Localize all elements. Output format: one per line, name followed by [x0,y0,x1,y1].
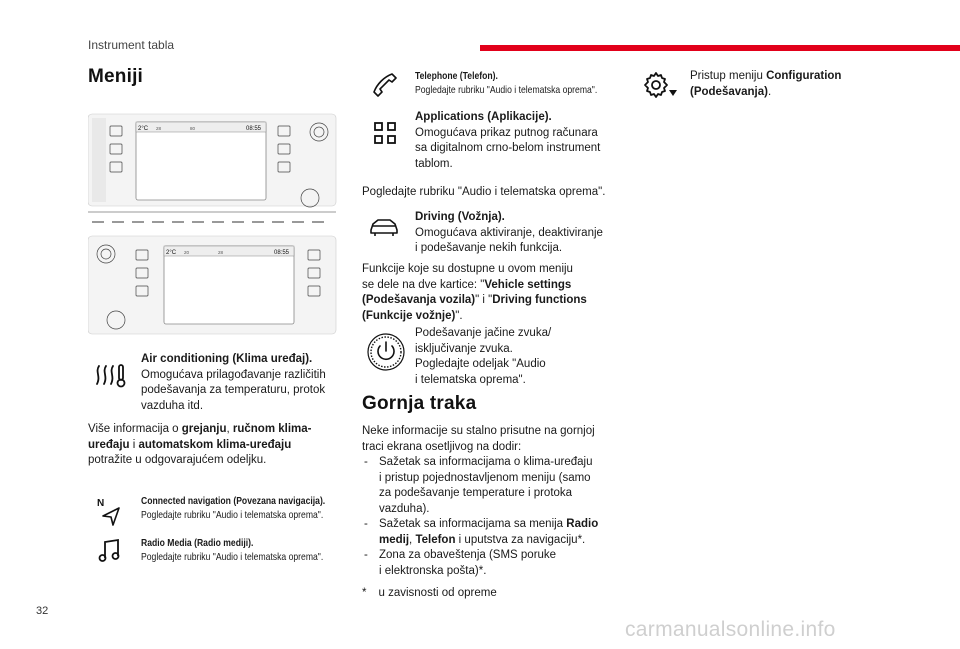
configuration-text: Pristup meniju Configuration (Podešavanja). [690,70,842,98]
driving-note: Funkcije koje su dostupne u ovom meniju se dele na dve kartice: "Vehicle settings (Podešavanja vozila)" i "Driving functions (Funkcije vožnje)". [362,263,587,322]
applications-line-1: Omogućava prikaz putnog računara [415,126,598,139]
volume-line-4: i telematska oprema". [415,373,526,386]
air-conditioning-icon [93,362,127,388]
applications-note: Pogledajte rubriku "Audio i telematska oprema". [362,186,606,198]
air-conditioning-line-1: Omogućava prilagođavanje različitih [141,368,326,381]
list-item: - Sažetak sa informacijama sa menija Radio medij, Telefon i uputstva za navigaciju*. [362,517,637,548]
telephone-icon [372,72,398,98]
driving-line-2: i podešavanje nekih funkcija. [415,242,563,254]
settings-gear-icon [642,70,678,102]
heating-note: Više informacija o grejanju, ručnom klima- uređaju i automatskom klima-uređaju potražite u odgovarajućem odeljku. [88,423,312,466]
footnote: * u zavisnosti od opreme [362,587,497,599]
top-bar-heading: Gornja traka [362,393,477,414]
air-conditioning-line-2: podešavanja za temperaturu, protok [141,384,326,396]
bottom-screen-clock: 08:55 [274,250,290,256]
telephone-title: Telephone (Telefon). [415,70,498,82]
air-conditioning-line-3: vazduha itd. [141,399,204,412]
applications-line-2: sa digitalnom crno-belom instrument [415,142,601,154]
telephone-body: Pogledajte rubriku "Audio i telematska oprema". [415,84,598,96]
music-note-icon [98,538,122,564]
connected-navigation-body: Pogledajte rubriku "Audio i telematska oprema". [141,509,324,521]
list-item: - Zona za obaveštenja (SMS poruke i elektronska pošta)*. [362,548,637,579]
air-conditioning-title: Air conditioning (Klima uređaj). [141,353,313,365]
bottom-screen-volume: 28 [218,250,224,255]
radio-media-body: Pogledajte rubriku "Audio i telematska oprema". [141,551,324,563]
volume-line-2: isključivanje zvuka. [415,342,513,355]
dashboard-illustration [88,112,340,340]
top-dashboard [88,114,336,222]
radio-media-title: Radio Media (Radio mediji). [141,537,254,549]
car-icon [369,217,399,237]
applications-title: Applications (Aplikacije). [415,111,552,123]
section-title: Instrument tabla [88,38,175,52]
section-color-bar [480,45,960,51]
applications-line-3: tablom. [415,157,453,170]
bottom-screen-fan: 20 [184,250,190,255]
applications-grid-icon [373,121,397,145]
list-item: - Sažetak sa informacijama o klima-uređaju i pristup pojednostavljenom meniju (samo za podešavanje temperature i protoka vazduha). [362,455,637,517]
power-volume-knob-icon [366,332,406,372]
top-bar-list [362,455,637,579]
top-bar-intro: Neke informacije su stalno prisutne na gornjoj traci ekrana osetljivog na dodir: [362,425,595,453]
watermark: carmanualsonline.info [625,618,836,641]
bottom-dashboard [88,236,336,334]
navigation-icon [97,496,123,526]
driving-title: Driving (Vožnja). [415,211,505,223]
top-screen-clock: 08:55 [246,126,262,132]
volume-line-3: Pogledajte odeljak "Audio [415,358,546,370]
bottom-screen-temp: 2°C [166,250,177,256]
driving-line-1: Omogućava aktiviranje, deaktiviranje [415,226,603,239]
top-screen-temp: 2°C [138,126,149,132]
connected-navigation-title: Connected navigation (Povezana navigacija). [141,495,326,507]
top-screen-volume: 80 [190,126,196,131]
menus-heading: Meniji [88,66,144,87]
top-screen-fan: 28 [156,126,162,131]
svg-text:N: N [97,498,105,509]
page-number: 32 [36,605,49,617]
volume-line-1: Podešavanje jačine zvuka/ [415,327,552,339]
